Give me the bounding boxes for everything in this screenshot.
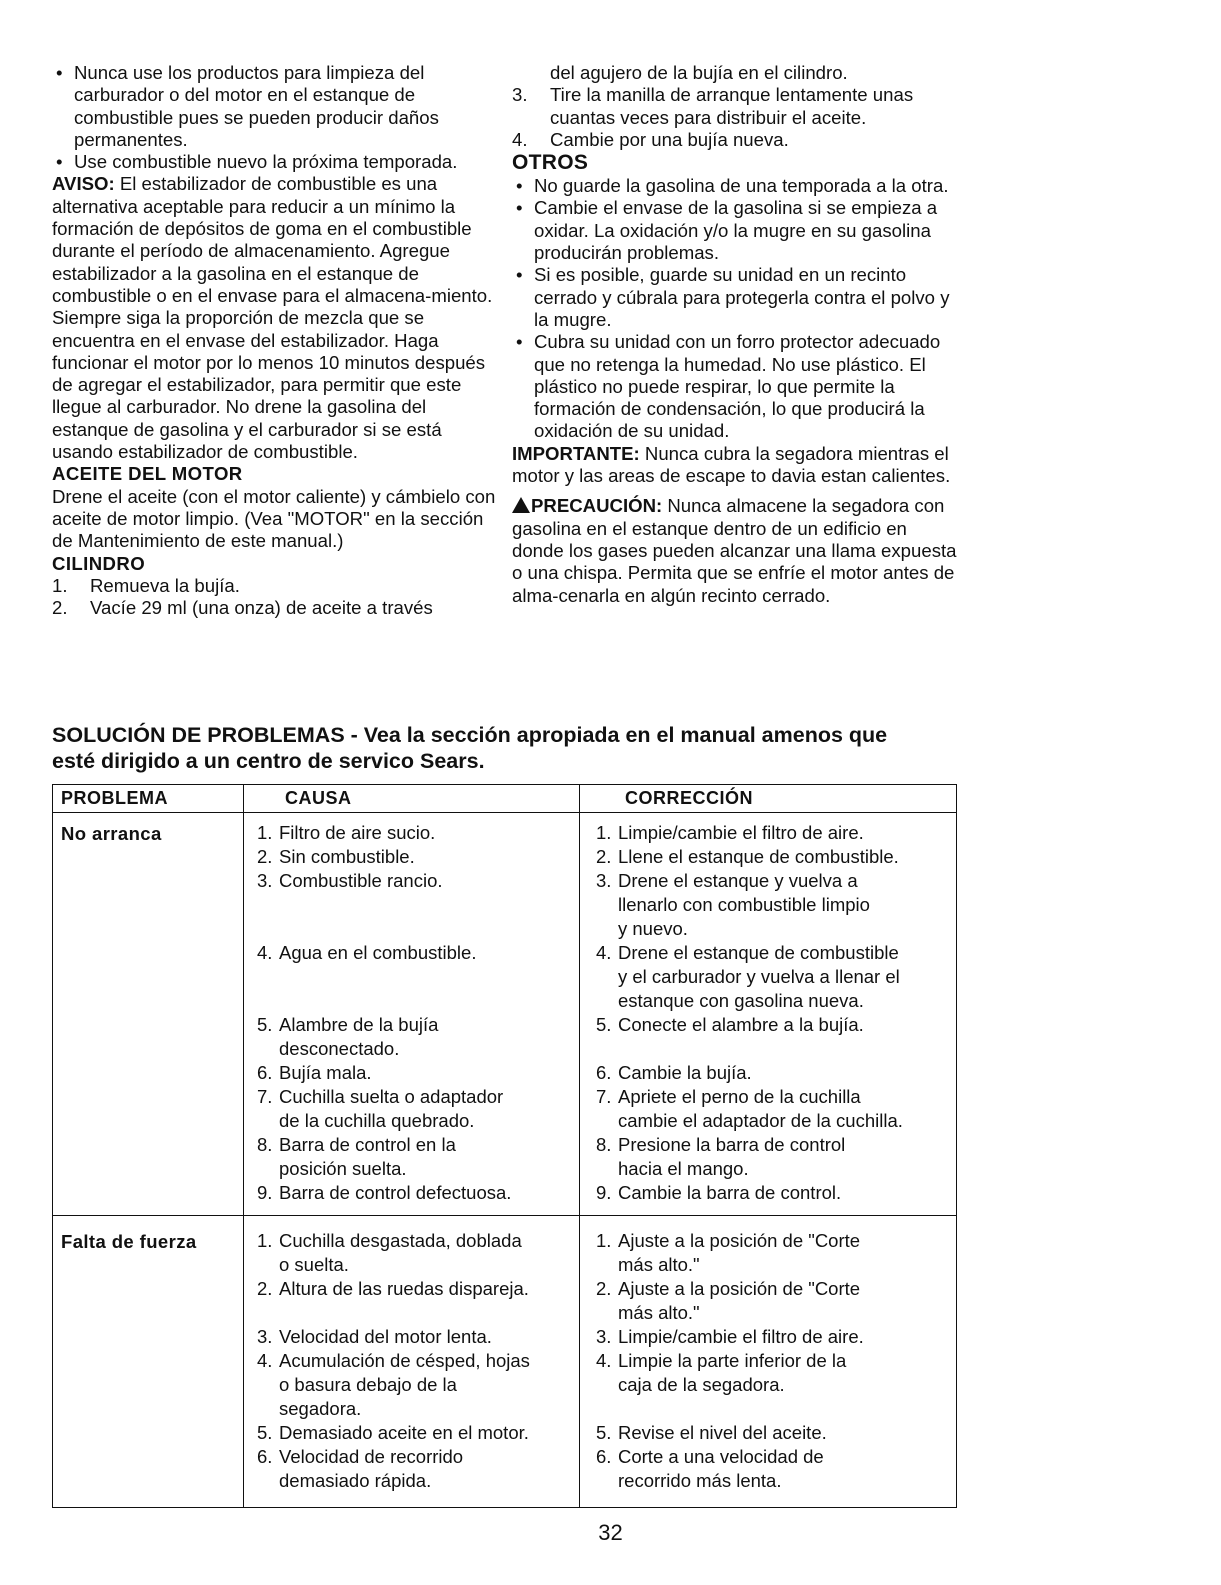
header-problema: PROBLEMA — [61, 788, 168, 808]
item-number: 5. — [257, 1014, 273, 1035]
item-text: Cambie la bujía. — [618, 1062, 752, 1083]
correction-item — [588, 1181, 956, 1205]
item-line — [588, 941, 956, 965]
item-number: 2. — [596, 1278, 612, 1299]
item-number: 7. — [257, 1086, 273, 1107]
item-text: Drene el estanque y vuelva a — [618, 870, 858, 891]
cause-item — [249, 821, 575, 845]
item-text: Drene el estanque de combustible — [618, 942, 899, 963]
header-correccion: CORRECCIÓN — [625, 788, 754, 808]
item-number: 2. — [596, 846, 612, 867]
correction-item — [588, 1325, 956, 1349]
problem-falta-de-fuerza: Falta de fuerza — [61, 1231, 197, 1252]
item-text: Limpie la parte inferior de la — [618, 1350, 847, 1371]
item-line — [249, 869, 575, 893]
item-line — [249, 1133, 575, 1157]
troubleshooting-title: SOLUCIÓN DE PROBLEMAS - Vea la sección apropiada en el manual amenos que esté dirigido a un centro de servico Sears. — [52, 723, 888, 773]
cilindro-step-3: 3. Tire la manilla de arranque lentamente unas cuantas veces para distribuir el aceite. — [512, 84, 914, 128]
item-number: 5. — [257, 1422, 273, 1443]
item-number: 6. — [596, 1446, 612, 1467]
otros-heading: OTROS — [512, 151, 589, 175]
item-text: Barra de control defectuosa. — [279, 1182, 512, 1203]
aviso-text: El estabilizador de combustible es una alternativa aceptable para reducir a un mínimo la formación de depósitos de goma en el combustible durante el período de almacenamiento. Agregue estabilizador a la gasolina en el estanque de combustible o en el envase para el almacena-miento. Siempre siga la proporción de mezcla que se encuentra en el envase del estabilizador. Haga funcionar el motor por lo menos 10 minutos después de agregar el estabilizador, para permitir que este llegue al carburador. No drene la gasolina del estanque de gasolina y el carburador si se está usando estabilizador de combustible. — [52, 173, 493, 463]
item-text: Velocidad del motor lenta. — [279, 1326, 492, 1347]
item-line — [588, 1061, 956, 1085]
left-column — [52, 62, 500, 619]
item-line-continued: hacia el mango. — [618, 1158, 749, 1179]
cause-item — [249, 1277, 575, 1301]
item-text: Apriete el perno de la cuchilla — [618, 1086, 861, 1107]
item-text: Ajuste a la posición de "Corte — [618, 1230, 861, 1251]
correction-item — [588, 869, 956, 941]
aceite-heading: ACEITE DEL MOTOR — [52, 463, 243, 485]
item-text: Demasiado aceite en el motor. — [279, 1422, 529, 1443]
header-divider — [53, 812, 956, 813]
cause-item — [249, 845, 575, 869]
item-line — [249, 1349, 575, 1373]
item-text: Llene el estanque de combustible. — [618, 846, 899, 867]
item-number: 2. — [257, 1278, 273, 1299]
aviso-label: AVISO: — [52, 173, 115, 195]
item-line — [249, 1445, 575, 1469]
item-text: Barra de control en la — [279, 1134, 456, 1155]
item-number: 1. — [596, 822, 612, 843]
troubleshooting-table — [52, 784, 957, 1508]
correction-item — [588, 1085, 956, 1133]
cause-item — [249, 941, 575, 965]
item-line — [249, 1325, 575, 1349]
item-line — [588, 821, 956, 845]
item-line — [249, 941, 575, 965]
item-number: 3. — [257, 1326, 273, 1347]
bullet-no-cleaners: • Nunca use los productos para limpieza del carburador o del motor en el estanque de combustible pues se pueden producir daños permanentes. — [52, 62, 500, 151]
item-text: Agua en el combustible. — [279, 942, 477, 963]
item-line — [249, 1061, 575, 1085]
item-number: 5. — [596, 1014, 612, 1035]
item-number: 3. — [596, 1326, 612, 1347]
item-number: 1. — [257, 1230, 273, 1251]
otros-bullet-3: • Si es posible, guarde su unidad en un recinto cerrado y cúbrala para protegerla contra el polvo y la mugre. — [512, 264, 957, 331]
cause-item — [249, 869, 575, 893]
item-line-continued: más alto." — [618, 1254, 700, 1275]
item-text: Presione la barra de control — [618, 1134, 846, 1155]
item-number: 4. — [596, 1350, 612, 1371]
item-line — [588, 1277, 956, 1301]
item-text: Altura de las ruedas dispareja. — [279, 1278, 529, 1299]
cause-item — [249, 1445, 575, 1493]
item-line — [588, 1421, 956, 1445]
precaucion-label: PRECAUCIÓN: — [531, 495, 663, 517]
item-text: Limpie/cambie el filtro de aire. — [618, 822, 864, 843]
item-line — [249, 821, 575, 845]
correction-item — [588, 1421, 956, 1445]
item-line-continued: más alto." — [618, 1302, 700, 1323]
item-number: 5. — [596, 1422, 612, 1443]
item-line-continued: y el carburador y vuelva a llenar el — [618, 966, 900, 987]
item-text: Bujía mala. — [279, 1062, 372, 1083]
right-column — [512, 62, 957, 607]
item-line — [249, 845, 575, 869]
item-text: Ajuste a la posición de "Corte — [618, 1278, 861, 1299]
item-line — [249, 1013, 575, 1037]
otros-bullet-1: • No guarde la gasolina de una temporada a la otra. — [512, 175, 957, 197]
correction-item — [588, 821, 956, 845]
importante-paragraph: IMPORTANTE: Nunca cubra la segadora mientras el motor y las areas de escape to davia estan calientes. — [512, 442, 951, 487]
item-text: Sin combustible. — [279, 846, 415, 867]
bullet-new-fuel: • Use combustible nuevo la próxima temporada. — [52, 151, 500, 173]
item-number: 6. — [257, 1062, 273, 1083]
cilindro-step-1: 1. Remueva la bujía. — [52, 574, 240, 596]
item-line-continued: llenarlo con combustible limpio — [618, 894, 870, 915]
correction-item — [588, 1349, 956, 1397]
item-line — [588, 1325, 956, 1349]
item-line-continued: caja de la segadora. — [618, 1374, 785, 1395]
otros-bullet-2: • Cambie el envase de la gasolina si se empieza a oxidar. La oxidación y/o la mugre en su gasolina producirán problemas. — [512, 197, 957, 264]
column-divider — [579, 785, 580, 1507]
item-text: Cuchilla suelta o adaptador — [279, 1086, 504, 1107]
correction-item — [588, 1445, 956, 1493]
cilindro-heading: CILINDRO — [52, 552, 146, 574]
item-number: 6. — [257, 1446, 273, 1467]
item-number: 7. — [596, 1086, 612, 1107]
item-line-continued: y nuevo. — [618, 918, 688, 939]
item-line-continued: de la cuchilla quebrado. — [279, 1110, 475, 1131]
item-line-continued: estanque con gasolina nueva. — [618, 990, 864, 1011]
item-number: 3. — [257, 870, 273, 891]
item-text: Cuchilla desgastada, doblada — [279, 1230, 522, 1251]
item-text: Cambie la barra de control. — [618, 1182, 842, 1203]
item-line-continued: recorrido más lenta. — [618, 1470, 782, 1491]
cause-item — [249, 1181, 575, 1205]
item-text: Limpie/cambie el filtro de aire. — [618, 1326, 864, 1347]
problem-no-arranca: No arranca — [61, 823, 162, 844]
item-text: Corte a una velocidad de — [618, 1446, 824, 1467]
precaucion-paragraph: PRECAUCIÓN: Nunca almacene la segadora con gasolina en el estanque dentro de un edificio en donde los gases pueden alcanzar una llama expuesta o una chispa. Permita que se enfríe el motor antes de alma-cenarla en algún recinto cerrado. — [512, 495, 957, 606]
row-divider — [53, 1215, 956, 1216]
item-number: 1. — [257, 822, 273, 843]
item-number: 4. — [257, 942, 273, 963]
warning-triangle-icon — [512, 497, 530, 513]
item-line — [249, 1421, 575, 1445]
item-number: 2. — [257, 846, 273, 867]
cause-item — [249, 1229, 575, 1277]
item-number: 9. — [257, 1182, 273, 1203]
item-line-continued: segadora. — [279, 1398, 362, 1419]
item-line — [588, 845, 956, 869]
item-line — [249, 1277, 575, 1301]
correction-item — [588, 1133, 956, 1181]
item-text: Revise el nivel del aceite. — [618, 1422, 827, 1443]
correction-item — [588, 845, 956, 869]
item-line — [588, 869, 956, 893]
cilindro-step-4: 4. Cambie por una bujía nueva. — [512, 128, 789, 150]
cause-item — [249, 1421, 575, 1445]
cause-item — [249, 1349, 575, 1421]
item-line — [588, 1349, 956, 1373]
item-number: 4. — [257, 1350, 273, 1371]
cilindro-step-2-cont: del agujero de la bujía en el cilindro. — [550, 62, 848, 83]
item-line-continued: desconectado. — [279, 1038, 400, 1059]
header-causa: CAUSA — [285, 788, 352, 808]
item-line — [249, 1085, 575, 1109]
item-number: 6. — [596, 1062, 612, 1083]
cause-item — [249, 1061, 575, 1085]
page-number: 32 — [598, 1520, 623, 1545]
item-line — [588, 1133, 956, 1157]
item-line — [588, 1085, 956, 1109]
item-line-continued: demasiado rápida. — [279, 1470, 432, 1491]
correction-item — [588, 941, 956, 1013]
item-number: 8. — [596, 1134, 612, 1155]
cilindro-step-2: 2. Vacíe 29 ml (una onza) de aceite a través — [52, 597, 433, 619]
aceite-text: Drene el aceite (con el motor caliente) y cámbielo con aceite de motor limpio. (Vea "MOTOR" en la sección de Mantenimiento de este manual.) — [52, 485, 496, 552]
item-number: 8. — [257, 1134, 273, 1155]
item-line — [249, 1181, 575, 1205]
importante-label: IMPORTANTE: — [512, 442, 640, 464]
item-text: Alambre de la bujía — [279, 1014, 439, 1035]
correction-item — [588, 1277, 956, 1325]
column-divider — [243, 785, 244, 1507]
item-number: 1. — [596, 1230, 612, 1251]
item-line-continued: posición suelta. — [279, 1158, 407, 1179]
item-number: 9. — [596, 1182, 612, 1203]
correction-item — [588, 1013, 956, 1037]
correction-item — [588, 1061, 956, 1085]
aviso-paragraph — [52, 173, 500, 463]
item-line — [588, 1445, 956, 1469]
item-number: 4. — [596, 942, 612, 963]
item-number: 3. — [596, 870, 612, 891]
item-line-continued: o suelta. — [279, 1254, 349, 1275]
item-line — [588, 1181, 956, 1205]
item-text: Filtro de aire sucio. — [279, 822, 436, 843]
item-text: Combustible rancio. — [279, 870, 443, 891]
item-line — [249, 1229, 575, 1253]
cause-item — [249, 1085, 575, 1133]
item-text: Velocidad de recorrido — [279, 1446, 464, 1467]
item-line-continued: o basura debajo de la — [279, 1374, 457, 1395]
item-text: Acumulación de césped, hojas — [279, 1350, 530, 1371]
cause-item — [249, 1325, 575, 1349]
item-line — [588, 1229, 956, 1253]
correction-item — [588, 1229, 956, 1277]
cause-item — [249, 1013, 575, 1061]
item-text: Conecte el alambre a la bujía. — [618, 1014, 864, 1035]
item-line-continued: cambie el adaptador de la cuchilla. — [618, 1110, 903, 1131]
cause-item — [249, 1133, 575, 1181]
item-line — [588, 1013, 956, 1037]
otros-bullet-4: • Cubra su unidad con un forro protector adecuado que no retenga la humedad. No use plástico. El plástico no puede respirar, lo que permite la formación de condensación, lo que producirá la oxidación de su unidad. — [512, 331, 957, 442]
